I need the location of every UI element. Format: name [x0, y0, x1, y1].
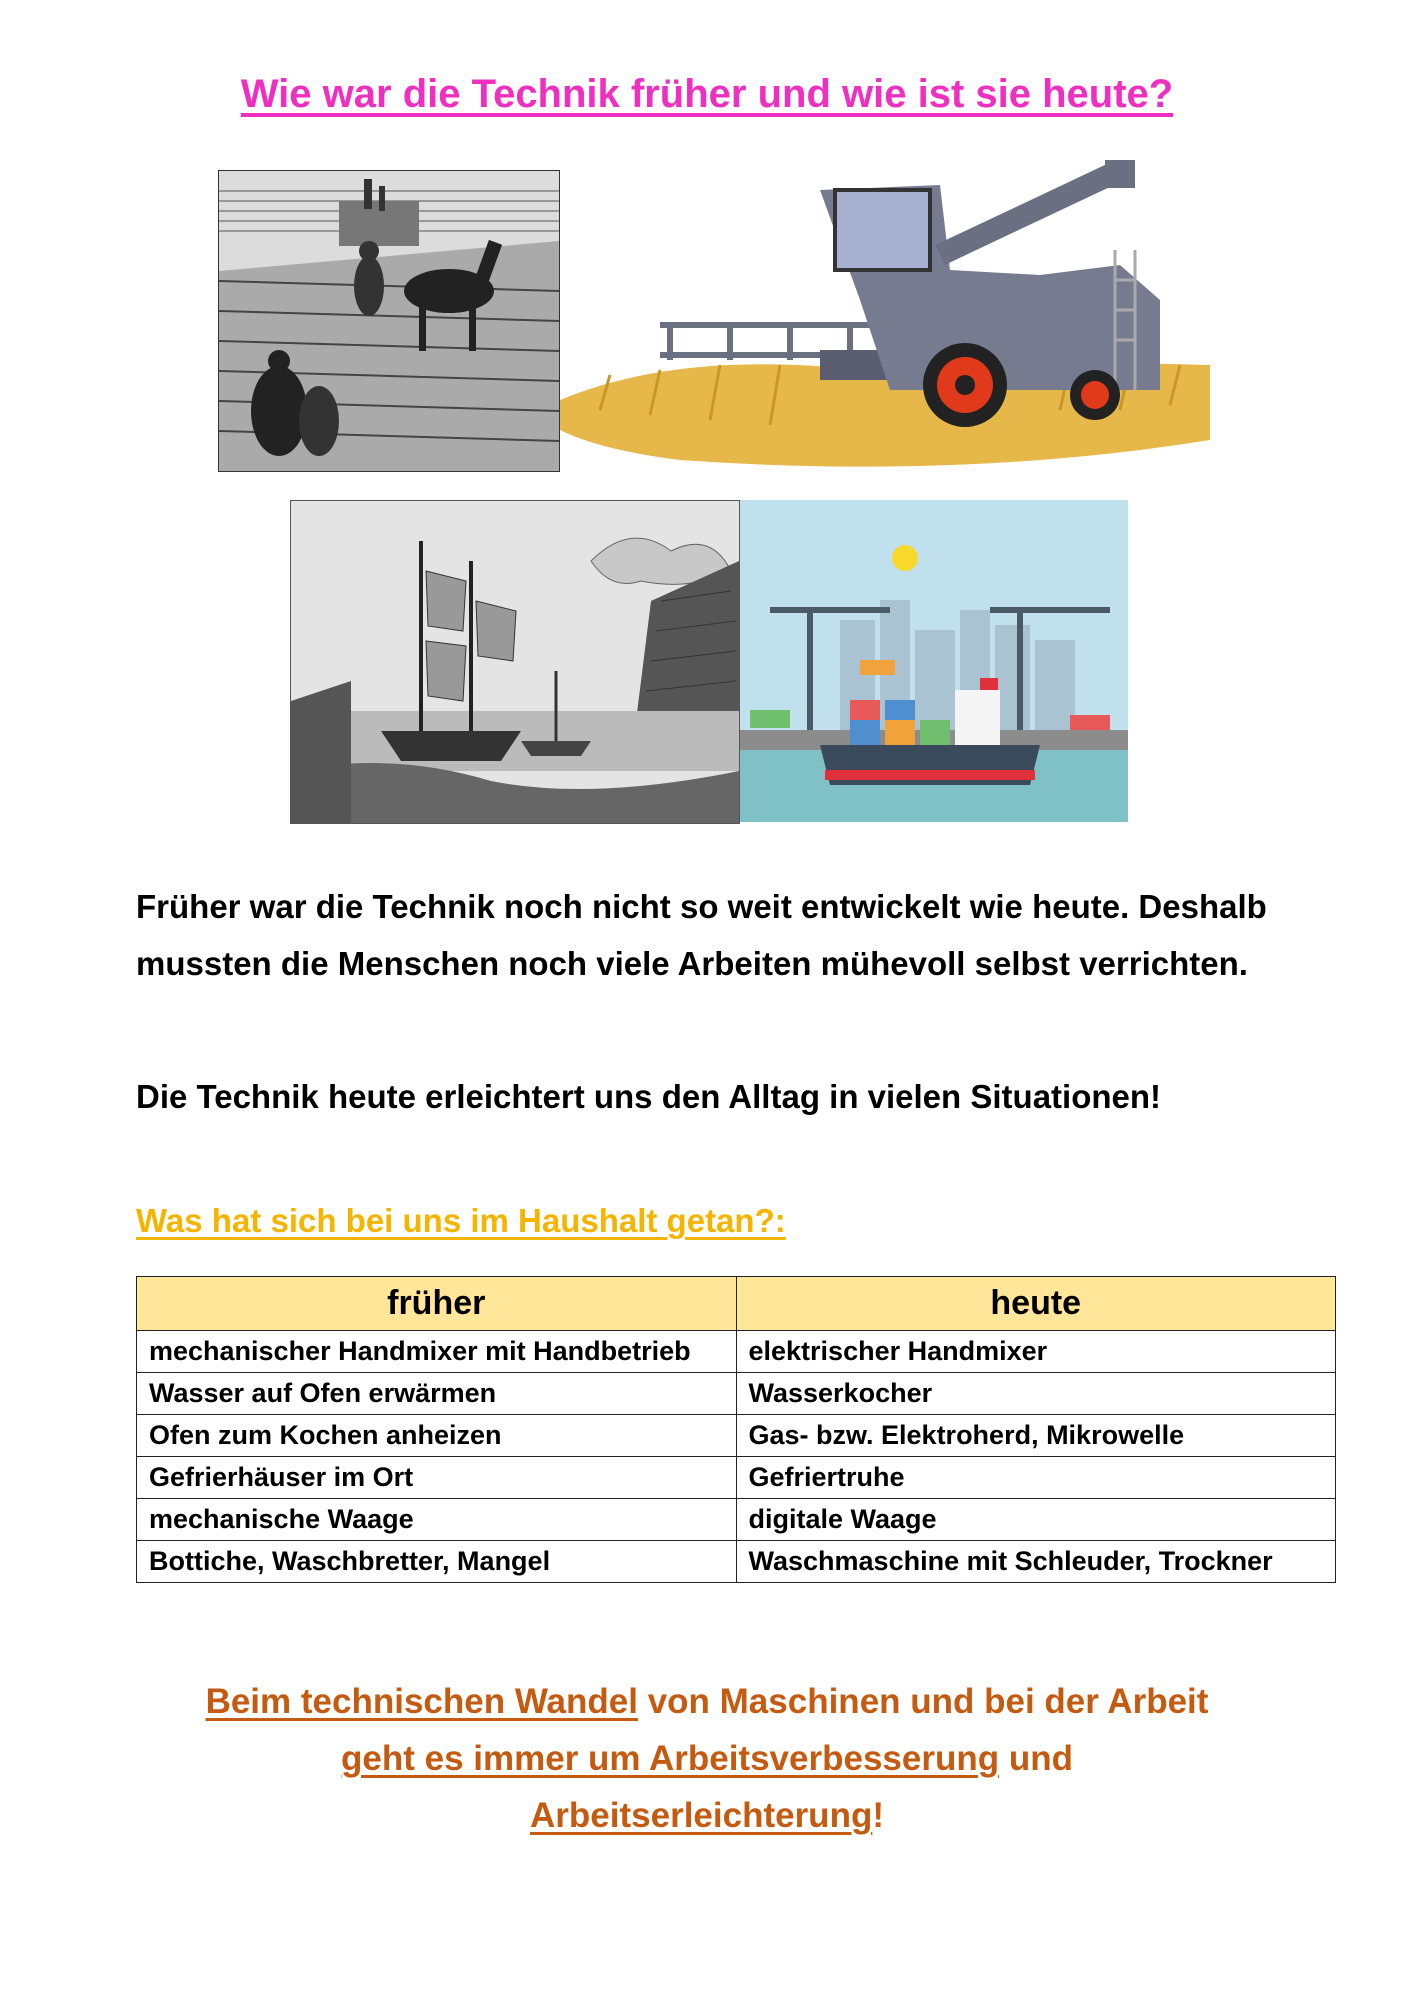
table-row: [137, 1415, 1336, 1457]
table-cell-frueher: mechanische Waage: [137, 1499, 737, 1541]
intro-paragraph: Früher war die Technik noch nicht so weit entwickelt wie heute. Deshalb mussten die Menschen noch viele Arbeiten mühevoll selbst verrichten.: [136, 888, 1267, 982]
closing-underlined-1: Beim technischen Wandel: [205, 1682, 638, 1721]
today-paragraph: Die Technik heute erleichtert uns den Alltag in vielen Situationen!: [136, 1078, 1162, 1115]
closing-underlined-3: Arbeitserleichterung: [530, 1796, 873, 1835]
table-row: [137, 1499, 1336, 1541]
table-row: [137, 1373, 1336, 1415]
table-cell-heute: Waschmaschine mit Schleuder, Trockner: [736, 1541, 1336, 1583]
table-cell-heute: Wasserkocher: [736, 1373, 1336, 1415]
container-port-image: [740, 500, 1128, 822]
closing-underlined-2: geht es immer um Arbeitsverbesserung: [341, 1739, 1000, 1778]
table-row: [137, 1457, 1336, 1499]
table-row: [137, 1331, 1336, 1373]
comparison-table: [136, 1276, 1336, 1583]
table-cell-heute: digitale Waage: [736, 1499, 1336, 1541]
table-header-row: [137, 1277, 1336, 1331]
table-cell-frueher: Gefrierhäuser im Ort: [137, 1457, 737, 1499]
table-row: [137, 1541, 1336, 1583]
closing-text-2: und: [999, 1739, 1073, 1778]
table-cell-frueher: Bottiche, Waschbretter, Mangel: [137, 1541, 737, 1583]
closing-text-1: von Maschinen und bei der Arbeit: [637, 1682, 1209, 1721]
horse-plowing-engraving-image: [218, 170, 560, 472]
table-cell-heute: elektrischer Handmixer: [736, 1331, 1336, 1373]
table-cell-frueher: Ofen zum Kochen anheizen: [137, 1415, 737, 1457]
table-cell-frueher: Wasser auf Ofen erwärmen: [137, 1373, 737, 1415]
household-subheading: Was hat sich bei uns im Haushalt getan?:: [136, 1202, 786, 1239]
header-heute: heute: [736, 1277, 1336, 1331]
table-cell-frueher: mechanischer Handmixer mit Handbetrieb: [137, 1331, 737, 1373]
sailing-ships-engraving-image: [290, 500, 740, 824]
table-cell-heute: Gas- bzw. Elektroherd, Mikrowelle: [736, 1415, 1336, 1457]
page-title: Wie war die Technik früher und wie ist sie heute?: [240, 72, 1174, 116]
header-frueher: früher: [137, 1277, 737, 1331]
combine-harvester-image: [560, 160, 1210, 470]
closing-text-3: !: [872, 1796, 884, 1835]
closing-statement: [0, 1673, 1414, 1844]
table-cell-heute: Gefriertruhe: [736, 1457, 1336, 1499]
